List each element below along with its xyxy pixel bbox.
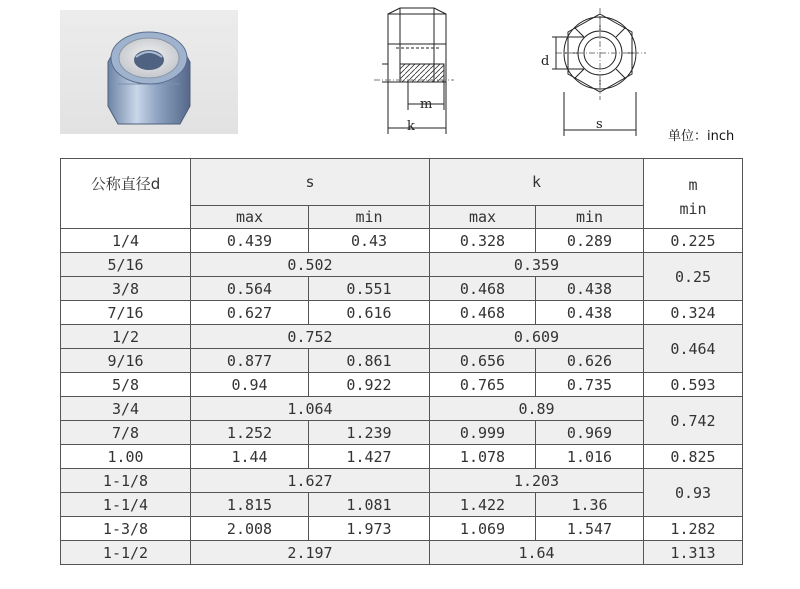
technical-drawing	[360, 4, 660, 144]
cell-m: 1.282	[644, 517, 743, 541]
cell-s-span: 0.752	[191, 325, 430, 349]
cell-k-min: 1.36	[536, 493, 644, 517]
header-row	[61, 159, 743, 206]
cell-s-span: 1.627	[191, 469, 430, 493]
cell-k-max: 0.656	[430, 349, 536, 373]
table-row	[61, 493, 743, 517]
header-m	[644, 159, 743, 229]
header-d: 公称直径d	[61, 159, 191, 229]
cell-s-max: 0.627	[191, 301, 309, 325]
table-row	[61, 517, 743, 541]
table-row	[61, 253, 743, 277]
cell-k-min: 0.438	[536, 277, 644, 301]
cell-s-min: 1.973	[309, 517, 430, 541]
cell-s-span: 0.502	[191, 253, 430, 277]
cell-k-span: 0.89	[430, 397, 644, 421]
cell-d: 1-1/4	[61, 493, 191, 517]
cell-k-max: 0.468	[430, 277, 536, 301]
cell-k-span: 0.359	[430, 253, 644, 277]
table-row	[61, 277, 743, 301]
cell-s-max: 2.008	[191, 517, 309, 541]
cell-d: 7/8	[61, 421, 191, 445]
cell-m: 0.324	[644, 301, 743, 325]
cell-s-min: 1.081	[309, 493, 430, 517]
label-k: k	[407, 119, 415, 134]
table-row	[61, 541, 743, 565]
unit-label: 单位：inch	[668, 129, 735, 144]
cell-k-max: 0.468	[430, 301, 536, 325]
cell-d: 7/16	[61, 301, 191, 325]
table-row	[61, 421, 743, 445]
cell-d: 1/4	[61, 229, 191, 253]
cell-s-span: 1.064	[191, 397, 430, 421]
cell-k-min: 0.969	[536, 421, 644, 445]
lock-nut-photo	[60, 10, 238, 134]
cell-k-min: 0.438	[536, 301, 644, 325]
cell-m: 1.313	[644, 541, 743, 565]
cell-s-max: 0.877	[191, 349, 309, 373]
cell-d: 5/8	[61, 373, 191, 397]
cell-s-min: 1.239	[309, 421, 430, 445]
table-row	[61, 229, 743, 253]
cell-d: 3/4	[61, 397, 191, 421]
cell-d: 3/8	[61, 277, 191, 301]
cell-m: 0.225	[644, 229, 743, 253]
label-m: m	[420, 97, 433, 112]
cell-s-max: 1.252	[191, 421, 309, 445]
cell-k-max: 0.765	[430, 373, 536, 397]
table-row	[61, 373, 743, 397]
cell-m: 0.25	[644, 253, 743, 301]
cell-m: 0.825	[644, 445, 743, 469]
cell-m: 0.593	[644, 373, 743, 397]
label-d: d	[541, 54, 550, 69]
cell-s-max: 0.94	[191, 373, 309, 397]
cell-k-span: 1.64	[430, 541, 644, 565]
cell-s-max: 1.44	[191, 445, 309, 469]
cell-d: 1/2	[61, 325, 191, 349]
header-s: s	[191, 159, 430, 206]
subheader-s-min: min	[309, 206, 430, 229]
cell-s-min: 0.551	[309, 277, 430, 301]
label-s: s	[596, 117, 603, 132]
cell-d: 1.00	[61, 445, 191, 469]
cell-s-span: 2.197	[191, 541, 430, 565]
cell-k-min: 1.016	[536, 445, 644, 469]
cell-k-max: 1.422	[430, 493, 536, 517]
cell-k-span: 1.203	[430, 469, 644, 493]
cell-k-min: 0.626	[536, 349, 644, 373]
cell-s-min: 1.427	[309, 445, 430, 469]
table-row	[61, 445, 743, 469]
cell-k-max: 0.999	[430, 421, 536, 445]
cell-s-min: 0.43	[309, 229, 430, 253]
header-m-top: m	[688, 176, 698, 194]
cell-k-max: 1.078	[430, 445, 536, 469]
cell-s-max: 0.439	[191, 229, 309, 253]
nut-dimension-diagram	[360, 4, 660, 144]
cell-s-max: 0.564	[191, 277, 309, 301]
table-row	[61, 397, 743, 421]
cell-m: 0.93	[644, 469, 743, 517]
subheader-s-max: max	[191, 206, 309, 229]
side-view	[374, 8, 454, 134]
cell-k-min: 0.735	[536, 373, 644, 397]
cell-d: 9/16	[61, 349, 191, 373]
cell-k-max: 1.069	[430, 517, 536, 541]
cell-d: 1-1/8	[61, 469, 191, 493]
cell-m: 0.464	[644, 325, 743, 373]
cell-k-span: 0.609	[430, 325, 644, 349]
cell-d: 1-1/2	[61, 541, 191, 565]
product-photo	[60, 10, 238, 134]
cell-m: 0.742	[644, 397, 743, 445]
cell-k-min: 1.547	[536, 517, 644, 541]
cell-s-min: 0.616	[309, 301, 430, 325]
table-row	[61, 301, 743, 325]
cell-s-min: 0.861	[309, 349, 430, 373]
header-m-bottom: min	[679, 200, 707, 218]
cell-k-max: 0.328	[430, 229, 536, 253]
cell-d: 1-3/8	[61, 517, 191, 541]
subheader-k-max: max	[430, 206, 536, 229]
spec-table	[60, 158, 743, 565]
subheader-k-min: min	[536, 206, 644, 229]
table-row	[61, 469, 743, 493]
cell-k-min: 0.289	[536, 229, 644, 253]
header-k: k	[430, 159, 644, 206]
cell-s-min: 0.922	[309, 373, 430, 397]
table-row	[61, 325, 743, 349]
cell-s-max: 1.815	[191, 493, 309, 517]
table-row	[61, 349, 743, 373]
cell-d: 5/16	[61, 253, 191, 277]
